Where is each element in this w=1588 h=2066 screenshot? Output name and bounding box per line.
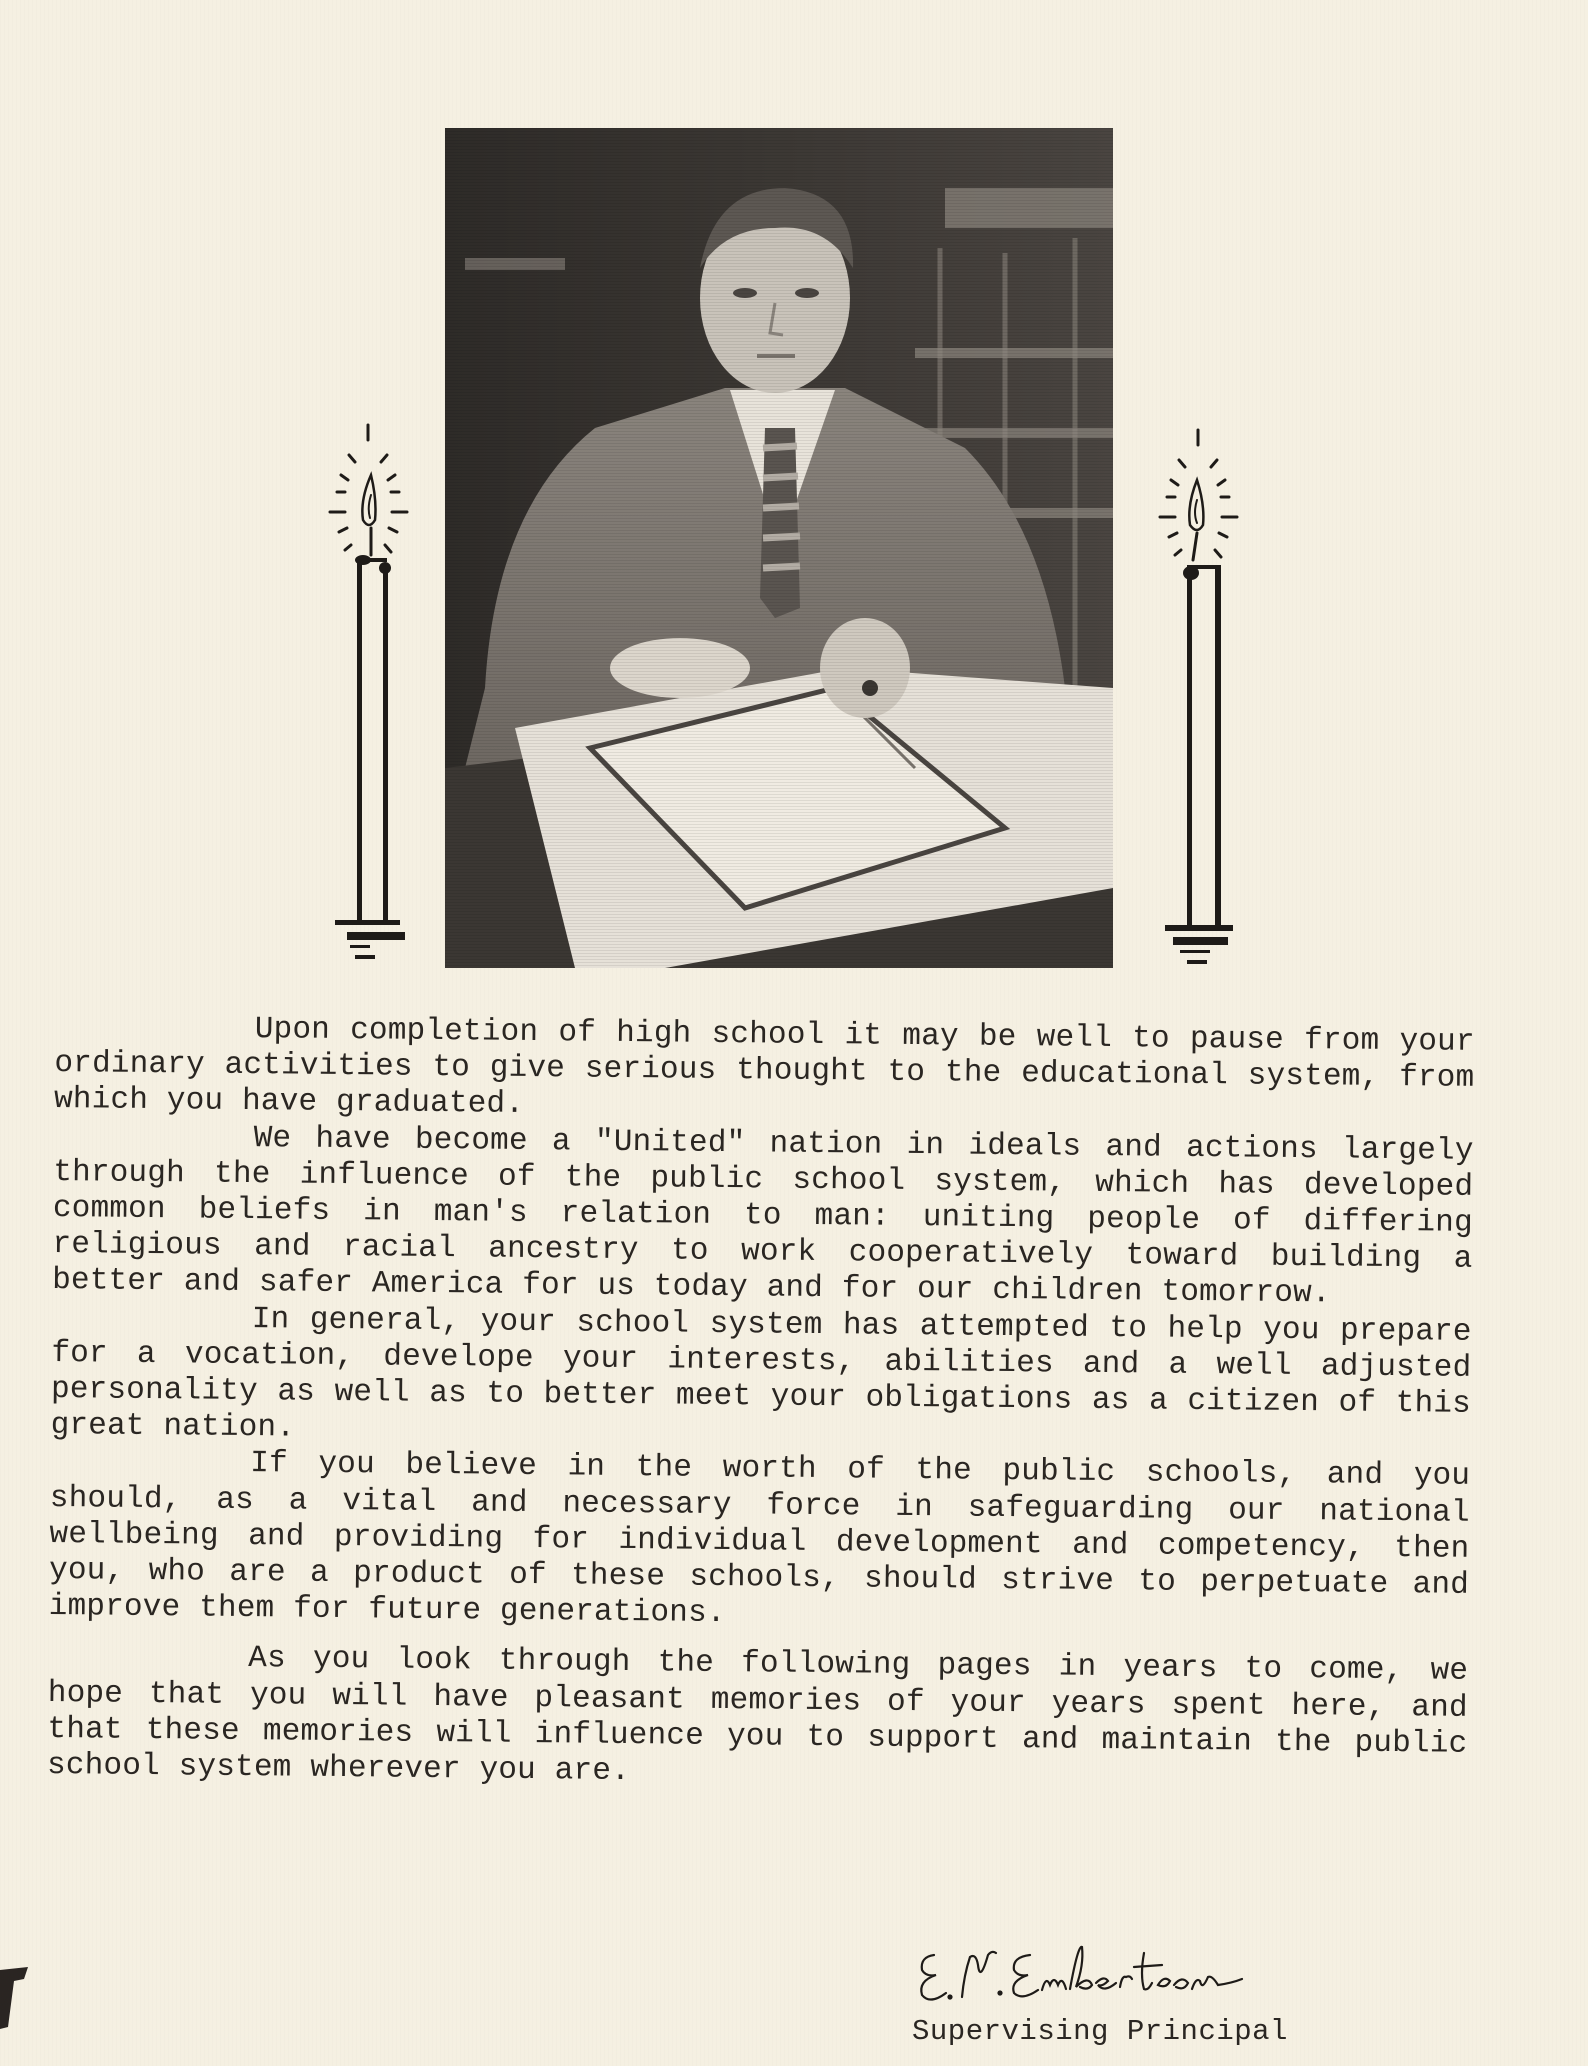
letter-paragraph (47, 1639, 1468, 1799)
signature (912, 1935, 1392, 2015)
letter-paragraph (50, 1300, 1471, 1460)
edge-print-mark (0, 1965, 28, 2035)
handwritten-signature (912, 1935, 1392, 2015)
lit-candle-icon (1135, 425, 1245, 980)
letter-paragraph (54, 1010, 1475, 1133)
paragraph-text: As you look through the following pages in years to come, we hope that you will have pleasant memories of your years spent here, and that these memories will influence you to support and maintain the public school system wherever you are. (46, 1641, 1469, 1790)
photo-image (445, 128, 1113, 968)
paragraph-text: If you believe in the worth of the public schools, and you should, as a vital and necessary force in safeguarding our national wellbeing and providing for individual development and competency, then you, who are a product of these schools, should strive to perpetuate and improve them for future generations. (48, 1446, 1471, 1632)
paragraph-text: In general, your school system has attempted to help you prepare for a vocation, develope your interests, abilities and a well adjusted personality as well as to better meet your obligations as a citizen of this great nation. (50, 1301, 1472, 1446)
signature-title: Supervising Principal (912, 2015, 1288, 2048)
paragraph-text: We have become a "United" nation in ideals and actions largely through the influence of the public school system, which has developed common beliefs in man's relation to man: uniting people of differing religious and racial ancestry to work cooperatively toward building a better and safer America for us today and for our children tomorrow. (51, 1120, 1474, 1312)
principal-photo (445, 128, 1113, 968)
lit-candle-icon (305, 420, 415, 975)
paragraph-text: Upon completion of high school it may be well to pause from your ordinary activities to give serious thought to the educational system, from which you have graduated. (53, 1012, 1475, 1123)
letter-paragraph (52, 1119, 1474, 1315)
letter-paragraph (49, 1444, 1471, 1640)
letter-body (47, 1010, 1475, 1799)
